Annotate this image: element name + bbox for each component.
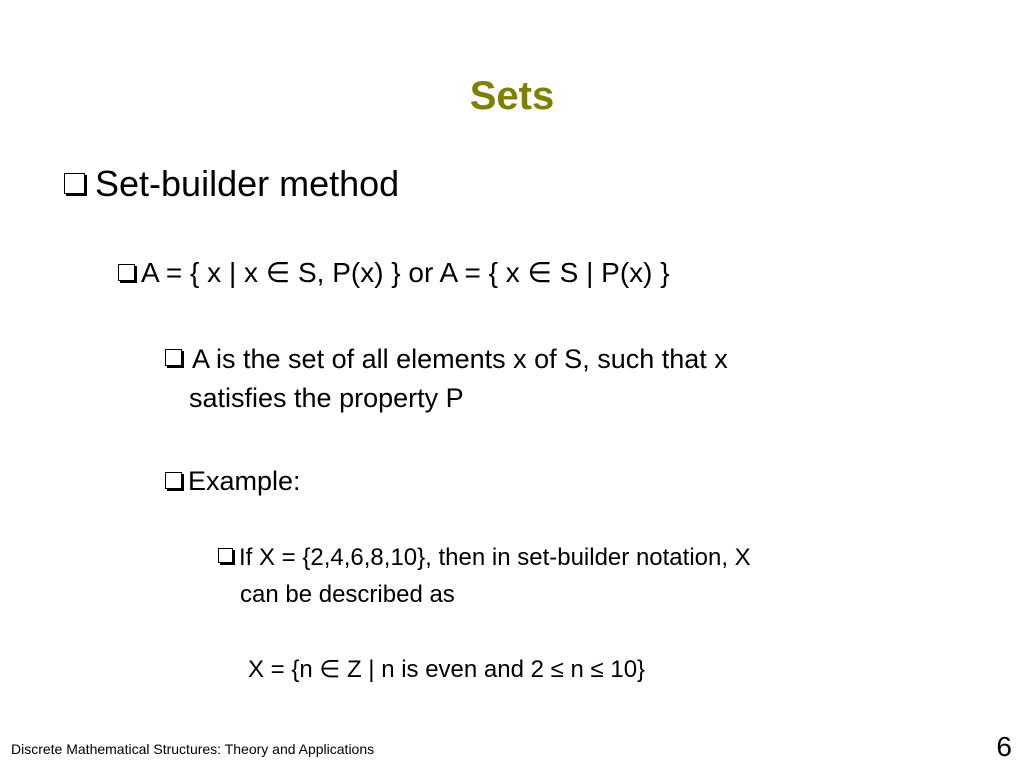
slide-title: Sets (469, 74, 555, 118)
footer-text: Discrete Mathematical Structures: Theory and Applications (11, 741, 375, 757)
checkbox-square-icon (118, 264, 135, 281)
checkbox-square-icon (165, 472, 182, 489)
set-builder-formula: X = {n ∈ Z | n is even and 2 ≤ n ≤ 10} (248, 656, 646, 683)
bullet-set-builder-method (64, 162, 399, 206)
bullet-text: Example: (188, 466, 301, 496)
checkbox-square-icon (218, 548, 233, 563)
bullet-text: Set-builder method (95, 163, 400, 204)
checkbox-square-icon (165, 349, 182, 366)
bullet-set-explanation (165, 340, 925, 413)
bullet-text-line1: A is the set of all elements x of S, such that x (192, 344, 728, 374)
bullet-example-detail (218, 539, 938, 608)
checkbox-square-icon (64, 173, 85, 194)
page-number: 6 (996, 731, 1012, 762)
bullet-text-line1: If X = {2,4,6,8,10}, then in set-builder notation, X (239, 544, 751, 571)
bullet-text: A = { x | x ∈ S, P(x) } or A = { x ∈ S | P(x) } (141, 257, 670, 288)
bullet-example (165, 463, 301, 499)
bullet-text-line2: satisfies the property P (189, 383, 464, 413)
bullet-set-definition (118, 255, 670, 291)
bullet-text-line2: can be described as (240, 581, 455, 608)
